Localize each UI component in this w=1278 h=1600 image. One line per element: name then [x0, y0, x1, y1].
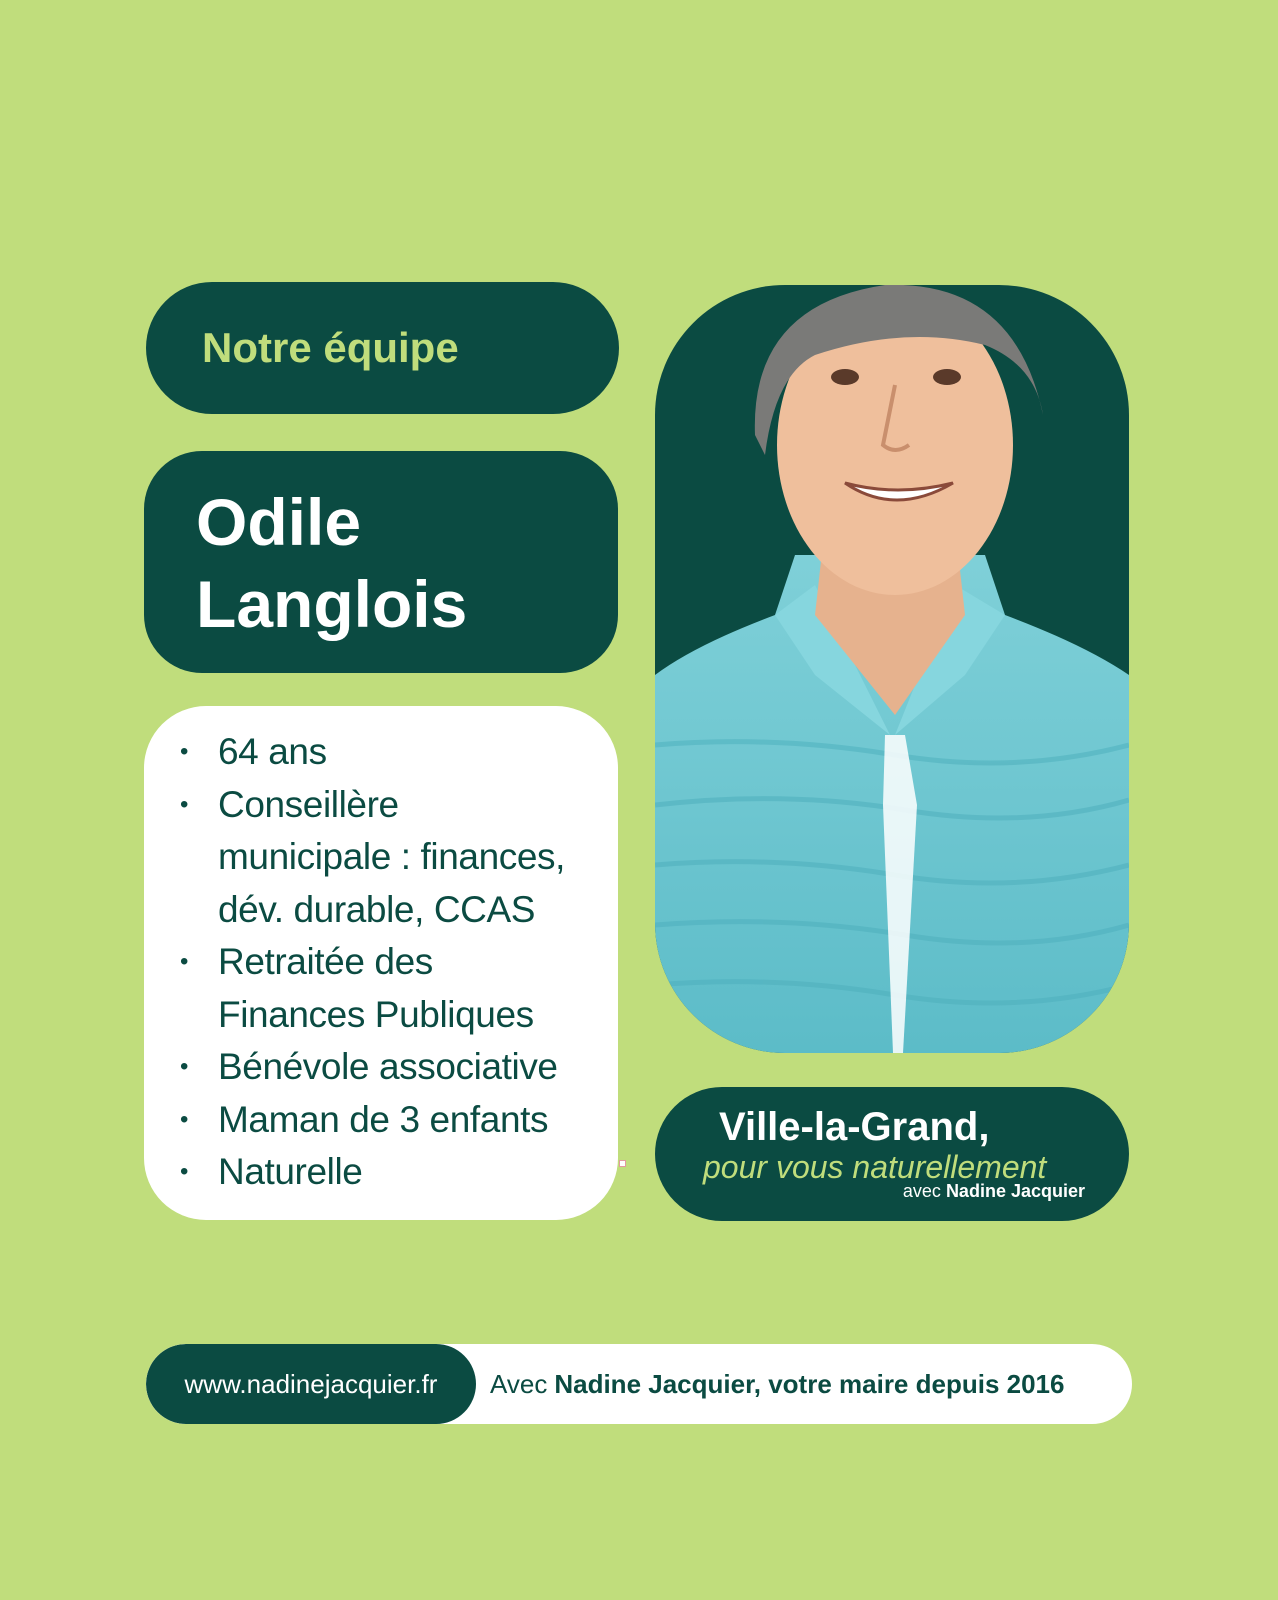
person-first-name: Odile: [196, 485, 362, 559]
footer-bar: [146, 1344, 1132, 1424]
bio-list: [180, 726, 618, 1199]
footer-tagline: [490, 1344, 1064, 1424]
stray-mark: [619, 1160, 626, 1167]
portrait-photo: [655, 285, 1129, 1053]
slogan-subtitle: pour vous naturellement: [703, 1149, 1047, 1185]
footer-tagline-bold: Nadine Jacquier, votre maire depuis 2016: [554, 1368, 1065, 1399]
bio-item-nature: • Naturelle: [180, 1146, 618, 1199]
person-last-name: Langlois: [196, 567, 468, 641]
slogan-with-name: Nadine Jacquier: [945, 1181, 1085, 1201]
bio-item-age: • 64 ans: [180, 726, 618, 779]
bio-item-council: • Conseillère municipale : finances, dév. durable, CCAS: [180, 779, 618, 937]
person-name-card: [144, 451, 618, 673]
bio-item-mother: • Maman de 3 enfants: [180, 1094, 618, 1147]
section-label-pill: [146, 282, 619, 414]
bio-card: [144, 706, 618, 1220]
bio-item-retired: • Retraitée des Finances Publiques: [180, 936, 618, 1041]
slogan-signature: [903, 1181, 1085, 1202]
slogan-with-prefix: avec: [902, 1181, 941, 1201]
portrait-card: [655, 285, 1129, 1053]
slogan-title: Ville-la-Grand,: [719, 1105, 990, 1149]
website-link[interactable]: www.nadinejacquier.fr: [146, 1344, 476, 1424]
bio-item-volunteer: • Bénévole associative: [180, 1041, 618, 1094]
campaign-slogan-pill: [655, 1087, 1129, 1221]
footer-tagline-prefix: Avec: [490, 1368, 548, 1399]
section-label: Notre équipe: [202, 324, 459, 371]
